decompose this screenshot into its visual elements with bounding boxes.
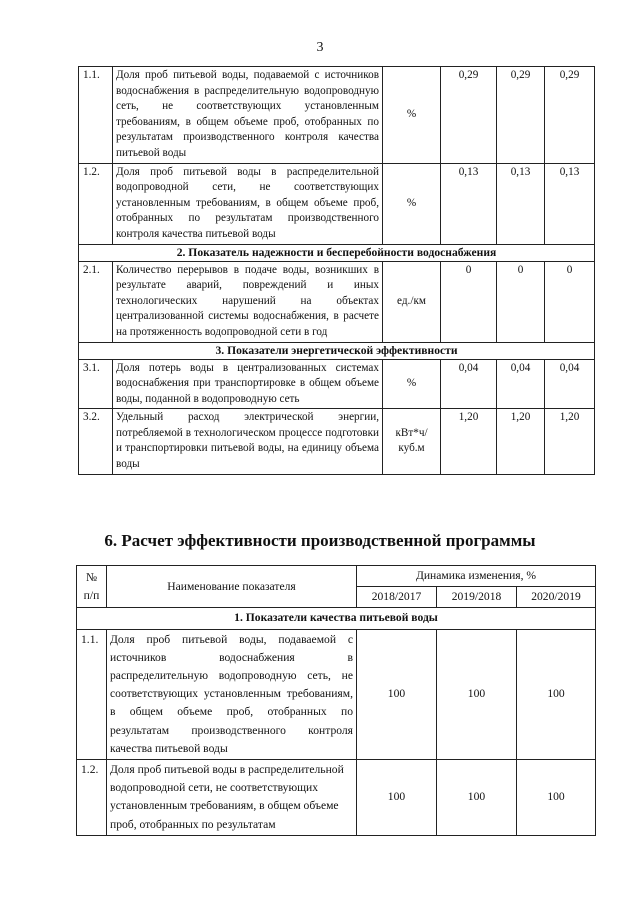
row-unit: ед./км [383,261,441,342]
row-number: 1.2. [79,163,113,244]
row-unit: % [383,163,441,244]
row-value: 100 [437,629,517,759]
row-value: 100 [517,760,596,836]
header-num: № п/п [77,566,107,608]
section-title: 3. Показатели энергетической эффективности [79,342,595,359]
row-unit: % [383,67,441,164]
row-number: 1.1. [79,67,113,164]
row-value: 0,29 [441,67,497,164]
table-row [79,409,595,474]
row-unit: % [383,359,441,409]
section-title: 1. Показатели качества питьевой воды [77,608,596,629]
row-value: 1,20 [441,409,497,474]
row-number: 1.1. [77,629,107,759]
row-name: Доля проб питьевой воды в распределительной водопроводной сети, не соответствующих установленным требованиям, в общем объеме проб, отобранных по результатам [107,760,357,836]
page-number: 3 [316,40,324,55]
row-value: 0,13 [545,163,595,244]
row-number: 3.2. [79,409,113,474]
row-value: 100 [357,760,437,836]
row-value: 0,29 [497,67,545,164]
header-row [77,566,596,587]
section-row [77,608,596,629]
row-name: Доля проб питьевой воды, подаваемой с источников водоснабжения в распределительную водопроводную сеть, не соответствующих установленным требованиям, в общем объеме проб, отобранных по результатам производственного контроля качества питьевой воды [113,67,383,164]
section-row [79,342,595,359]
efficiency-table [76,565,596,836]
row-value: 0,04 [441,359,497,409]
row-name: Доля проб питьевой воды, подаваемой с источников водоснабжения в распределительную водопроводную сеть, не соответствующих установленным требованиям, в общем объеме проб, отобранных по результатам производственного контроля качества питьевой воды [107,629,357,759]
section-heading: 6. Расчет эффективности производственной программы [104,531,536,550]
row-value: 1,20 [545,409,595,474]
row-name: Доля потерь воды в централизованных системах водоснабжения при транспортировке в общем объеме воды, поданной в водопроводную сеть [113,359,383,409]
row-value: 0 [441,261,497,342]
header-name: Наименование показателя [107,566,357,608]
table-row [79,261,595,342]
row-value: 100 [517,629,596,759]
row-value: 0,29 [545,67,595,164]
section-title: 2. Показатель надежности и бесперебойности водоснабжения [79,244,595,261]
row-number: 1.2. [77,760,107,836]
row-value: 0 [497,261,545,342]
row-value: 100 [357,629,437,759]
row-number: 3.1. [79,359,113,409]
row-name: Доля проб питьевой воды в распределительной водопроводной сети, не соответствующих установленным требованиям, в общем объеме проб, отобранных по результатам производственного контроля качества питьевой воды [113,163,383,244]
header-dynamics: Динамика изменения, % [357,566,596,587]
header-year: 2019/2018 [437,587,517,608]
row-value: 0,04 [545,359,595,409]
table-row [79,67,595,164]
indicators-table [78,66,595,475]
row-value: 0,13 [497,163,545,244]
header-year: 2020/2019 [517,587,596,608]
table-row [79,163,595,244]
row-name: Удельный расход электрической энергии, потребляемой в технологическом процессе подготовки и транспортировки питьевой воды, на единицу объема воды [113,409,383,474]
row-value: 100 [437,760,517,836]
row-name: Количество перерывов в подаче воды, возникших в результате аварий, повреждений и иных технологических нарушений на объектах централизованной системы водоснабжения, в расчете на протяженность водопроводной сети в год [113,261,383,342]
row-value: 1,20 [497,409,545,474]
table-row [77,760,596,836]
header-year: 2018/2017 [357,587,437,608]
row-number: 2.1. [79,261,113,342]
section-row [79,244,595,261]
row-value: 0,13 [441,163,497,244]
table-row [79,359,595,409]
row-value: 0,04 [497,359,545,409]
row-value: 0 [545,261,595,342]
row-unit: кВт*ч/ куб.м [383,409,441,474]
table-row [77,629,596,759]
